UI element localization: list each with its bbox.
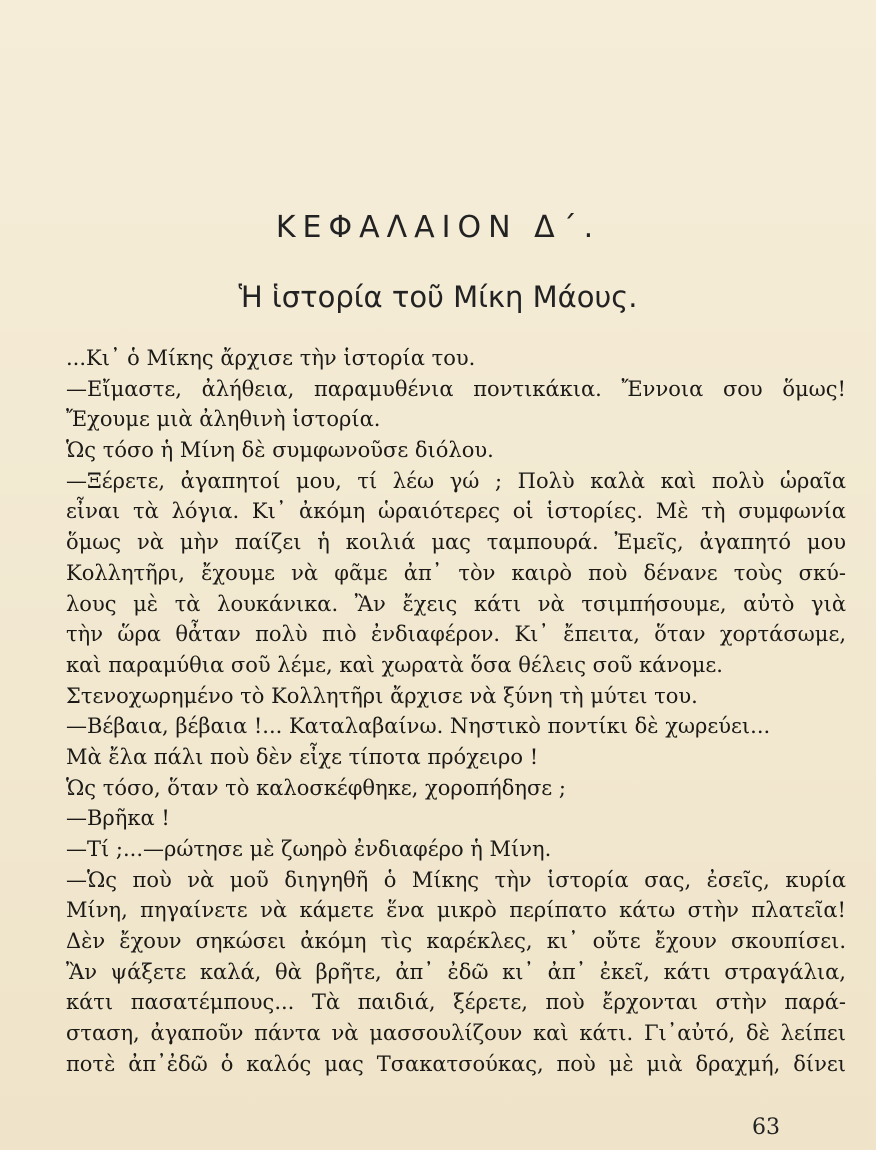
text-line: Μίνη, πηγαίνετε νὰ κάμετε ἕνα μικρὸ περίπατο κάτω στὴν πλατεῖα! (66, 898, 846, 923)
chapter-title: Ἡ ἱστορία τοῦ Μίκη Μάους. (238, 280, 638, 314)
text-line: —Ὡς ποὺ νὰ μοῦ διηγηθῆ ὁ Μίκης τὴν ἱστορία σας, ἐσεῖς, κυρία (66, 867, 846, 892)
text-line: —Βέβαια, βέβαια !... Καταλαβαίνω. Νηστικὸ ποντίκι δὲ χωρεύει... (66, 714, 771, 739)
text-line: ὅμως νὰ μὴν παίζει ἡ κοιλιά μας ταμπουρά. Ἐμεῖς, ἀγαπητό μου (66, 530, 846, 555)
text-line: —Εἴμαστε, ἀλήθεια, παραμυθένια ποντικάκια. Ἔννοια σου ὅμως! (66, 376, 846, 401)
text-line: καὶ παραμύθια σοῦ λέμε, καὶ χωρατὰ ὅσα θέλεις σοῦ κάνομε. (66, 652, 723, 677)
text-line: ...Κι᾽ ὁ Μίκης ἄρχισε τὴν ἱστορία του. (66, 346, 476, 370)
text-line: σταση, ἀγαποῦν πάντα νὰ μασσουλίζουν καὶ κάτι. Γι᾽αὐτό, δὲ λείπει (66, 1021, 846, 1046)
text-line: Ἂν ψάξετε καλά, θὰ βρῆτε, ἀπ᾽ ἐδῶ κι᾽ ἀπ᾽ ἐκεῖ, κάτι στραγάλια, (66, 959, 846, 984)
text-line: τὴν ὥρα θἆταν πολὺ πιὸ ἐνδιαφέρον. Κι᾽ ἔπειτα, ὅταν χορτάσωμε, (66, 622, 846, 647)
text-line: —Ξέρετε, ἀγαπητοί μου, τί λέω γώ ; Πολὺ καλὰ καὶ πολὺ ὡραῖα (66, 468, 846, 493)
text-line: Ὡς τόσο, ὅταν τὸ καλοσκέφθηκε, χοροπήδησε ; (66, 775, 566, 800)
text-line: εἶναι τὰ λόγια. Κι᾽ ἀκόμη ὡραιότερες οἱ ἱστορίες. Μὲ τὴ συμφωνία (66, 499, 846, 524)
text-line: λους μὲ τὰ λουκάνικα. Ἂν ἔχεις κάτι νὰ τσιμπήσουμε, αὐτὸ γιὰ (66, 591, 846, 616)
text-line: Μὰ ἔλα πάλι ποὺ δὲν εἶχε τίποτα πρόχειρο ! (66, 744, 539, 769)
text-line: Στενοχωρημένο τὸ Κολλητῆρι ἄρχισε νὰ ξύνη τὴ μύτει του. (66, 683, 698, 708)
text-line: Κολλητῆρι, ἔχουμε νὰ φᾶμε ἀπ᾽ τὸν καιρὸ ποὺ δένανε τοὺς σκύ- (66, 560, 846, 585)
body-text (66, 343, 846, 1080)
page-number: 63 (752, 1115, 780, 1140)
text-line: Ἔχουμε μιὰ ἀληθινὴ ἱστορία. (66, 407, 381, 432)
chapter-heading: ΚΕΦΑΛΑΙΟΝ Δ΄. (275, 210, 601, 245)
text-line: κάτι πασατέμπους... Τὰ παιδιά, ξέρετε, ποὺ ἔρχονται στὴν παρά- (66, 990, 846, 1015)
text-line: ποτὲ ἀπ᾽ἐδῶ ὁ καλός μας Τσακατσούκας, ποὺ μὲ μιὰ δραχμή, δίνει (66, 1051, 846, 1076)
text-line: Ὡς τόσο ἡ Μίνη δὲ συμφωνοῦσε διόλου. (66, 438, 494, 463)
text-line: —Βρῆκα ! (66, 806, 170, 831)
text-line: Δὲν ἔχουν σηκώσει ἀκόμη τὶς καρέκλες, κι᾽ οὔτε ἔχουν σκουπίσει. (66, 929, 846, 954)
text-line: —Τί ;...—ρώτησε μὲ ζωηρὸ ἐνδιαφέρο ἡ Μίνη. (66, 837, 552, 861)
